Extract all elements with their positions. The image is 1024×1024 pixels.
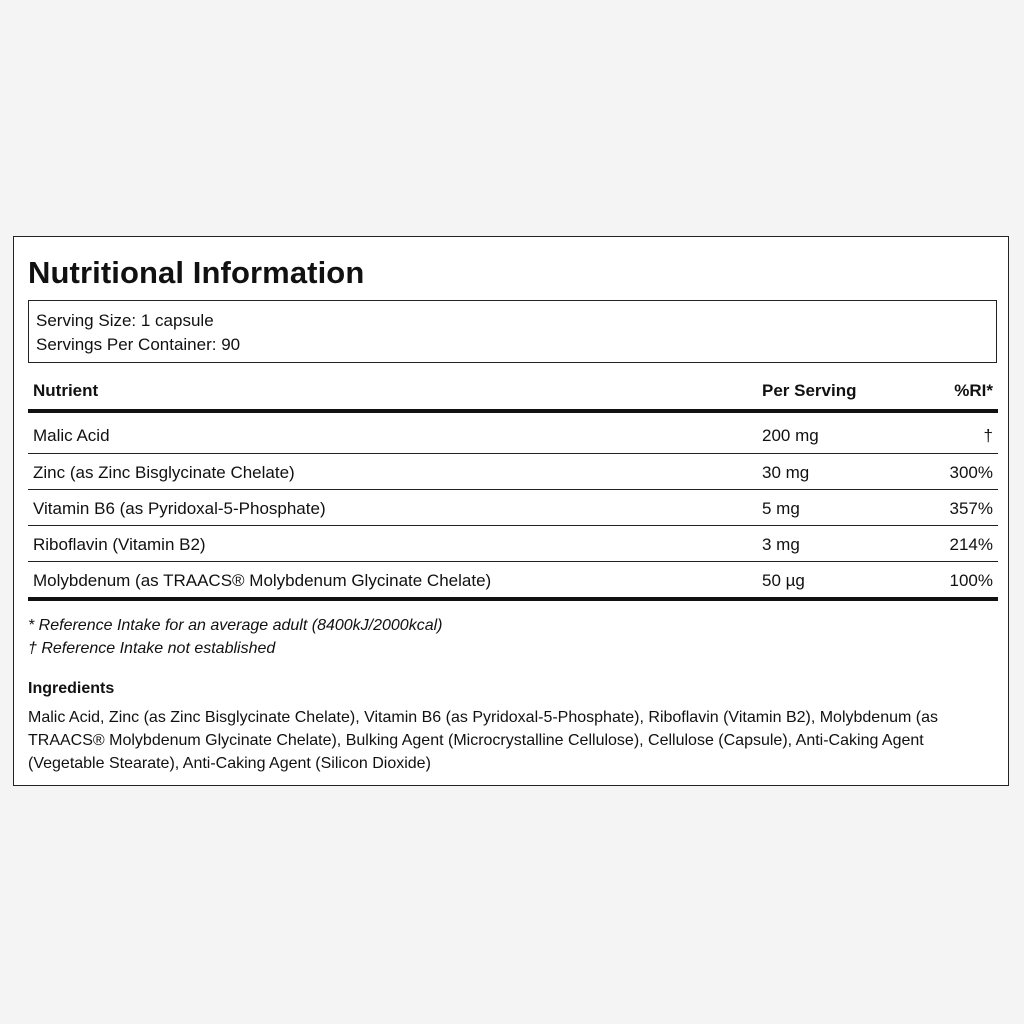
nutrient-name: Riboflavin (Vitamin B2) xyxy=(33,535,206,554)
nutrition-table xyxy=(28,373,998,601)
table-row xyxy=(28,490,998,526)
per-serving-value: 50 µg xyxy=(762,571,805,590)
nutrient-name: Malic Acid xyxy=(33,426,110,445)
serving-info-box xyxy=(28,300,997,363)
ri-value: 214% xyxy=(949,535,993,554)
table-row xyxy=(28,526,998,562)
ri-value: 357% xyxy=(949,499,993,518)
page-title: Nutritional Information xyxy=(28,255,365,290)
ingredients-title: Ingredients xyxy=(28,680,115,697)
footnote-not-established: † Reference Intake not established xyxy=(28,640,276,657)
per-serving-value: 200 mg xyxy=(762,426,819,445)
per-serving-value: 30 mg xyxy=(762,463,810,482)
serving-size: Serving Size: 1 capsule xyxy=(36,311,214,330)
nutrient-name: Molybdenum (as TRAACS® Molybdenum Glycinate Chelate) xyxy=(33,571,492,590)
per-serving-value: 5 mg xyxy=(762,499,800,518)
ri-value: 300% xyxy=(949,463,993,482)
nutrient-name: Vitamin B6 (as Pyridoxal-5-Phosphate) xyxy=(33,499,326,518)
table-row xyxy=(28,562,998,601)
nutrition-panel xyxy=(13,236,1009,786)
header-nutrient: Nutrient xyxy=(33,381,99,400)
header-per-serving: Per Serving xyxy=(762,381,857,400)
header-ri: %RI* xyxy=(954,381,993,400)
per-serving-value: 3 mg xyxy=(762,535,800,554)
nutrient-name: Zinc (as Zinc Bisglycinate Chelate) xyxy=(33,463,295,482)
footnotes xyxy=(28,614,442,660)
footnote-reference-intake: * Reference Intake for an average adult (8400kJ/2000kcal) xyxy=(28,617,443,634)
ingredients-text: Malic Acid, Zinc (as Zinc Bisglycinate Chelate), Vitamin B6 (as Pyridoxal-5-Phosphate), Riboflavin (Vitamin B2), Molybdenum (as TRAACS® Molybdenum Glycinate Chelate), Bulking Agent (Microcrystalline Cellulose), Cellulose (Capsule), Anti-Caking Agent (Vegetable Stearate), Anti-Caking Agent (Silicon Dioxide) xyxy=(28,709,938,772)
ri-value: † xyxy=(983,426,993,445)
table-header xyxy=(28,373,998,413)
servings-per-container: Servings Per Container: 90 xyxy=(36,335,241,354)
table-row xyxy=(28,413,998,454)
table-row xyxy=(28,454,998,490)
ri-value: 100% xyxy=(949,571,993,590)
